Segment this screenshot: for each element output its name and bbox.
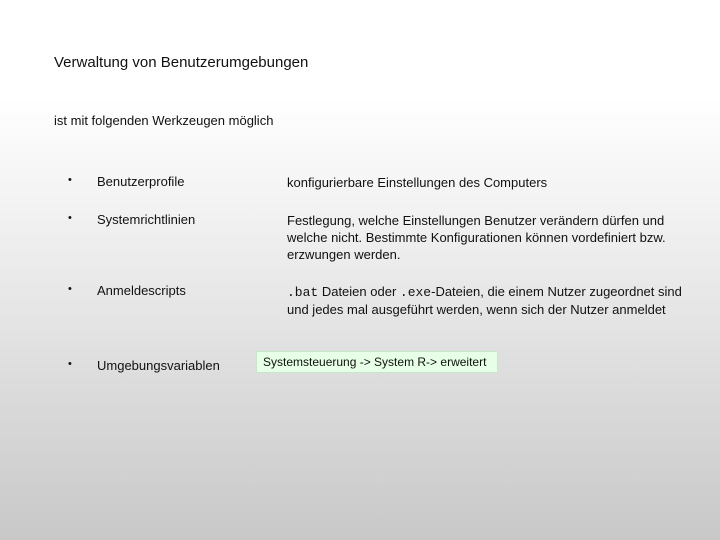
item-term: Umgebungsvariablen xyxy=(97,358,220,373)
bullet-icon: • xyxy=(68,283,72,295)
code-bat: .bat xyxy=(287,285,319,300)
highlight-box: Systemsteuerung -> System R-> erweitert xyxy=(256,351,498,373)
slide-subtitle: ist mit folgenden Werkzeugen möglich xyxy=(54,113,274,128)
item-description: Festlegung, welche Einstellungen Benutzer verändern dürfen und welche nicht. Bestimmte Konfigurationen können vordefiniert bzw. erzwungen werden. xyxy=(287,213,666,262)
item-description: konfigurierbare Einstellungen des Computers xyxy=(287,175,548,190)
bullet-icon: • xyxy=(68,358,72,370)
item-term: Anmeldescripts xyxy=(97,283,186,298)
slide-title: Verwaltung von Benutzerumgebungen xyxy=(54,54,309,71)
item-term: Benutzerprofile xyxy=(97,174,185,189)
desc-mid: Dateien oder xyxy=(318,284,400,299)
bullet-icon: • xyxy=(68,212,72,224)
item-term: Systemrichtlinien xyxy=(97,212,196,227)
code-exe: .exe xyxy=(399,285,432,300)
item-description xyxy=(287,283,707,318)
desc-rest: -Dateien, die einem Nutzer zugeordnet sind und jedes mal ausgeführt werden, wenn sich der Nutzer anmeldet xyxy=(287,284,682,317)
bullet-icon: • xyxy=(68,174,72,186)
